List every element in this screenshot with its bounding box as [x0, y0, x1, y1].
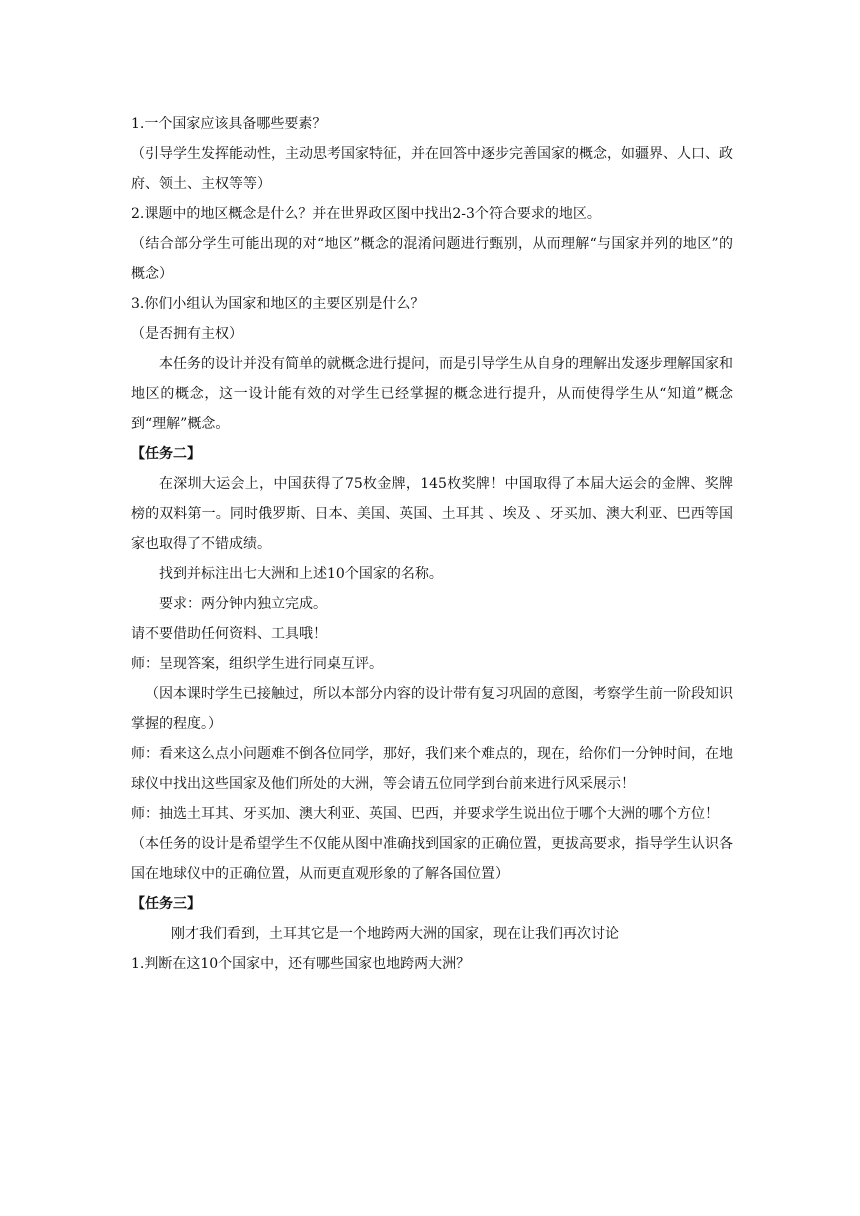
question-3: 3.你们小组认为国家和地区的主要区别是什么？	[131, 296, 425, 312]
note-4: （因本课时学生已接触过，所以本部分内容的设计带有复习巩固的意图，考察学生前一阶段知识掌握的程度。）	[131, 686, 733, 732]
teacher-line-3: 师：抽选土耳其、牙买加、澳大利亚、英国、巴西，并要求学生说出位于哪个大洲的哪个方位！	[131, 806, 719, 822]
teacher-line-1: 师：呈现答案，组织学生进行同桌互评。	[131, 656, 383, 672]
task-2-heading: 【任务二】	[131, 446, 201, 462]
task-2-reminder: 请不要借助任何资料、工具哦！	[131, 626, 327, 642]
question-1: 1.一个国家应该具备哪些要素？	[131, 116, 327, 132]
note-5: （本任务的设计是希望学生不仅能从图中准确找到国家的正确位置，更拔高要求，指导学生认识各国在地球仪中的正确位置，从而更直观形象的了解各国位置）	[131, 836, 733, 882]
note-1: （引导学生发挥能动性，主动思考国家特征，并在回答中逐步完善国家的概念，如疆界、人口、政府、领土、主权等等）	[131, 146, 733, 192]
note-3: （是否拥有主权）	[131, 326, 243, 342]
note-2: （结合部分学生可能出现的对“地区”概念的混淆问题进行甄别，从而理解“与国家并列的地区”的概念）	[131, 236, 733, 282]
task-3-heading: 【任务三】	[131, 896, 201, 912]
design-comment-1: 本任务的设计并没有简单的就概念进行提问，而是引导学生从自身的理解出发逐步理解国家和地区的概念，这一设计能有效的对学生已经掌握的概念进行提升，从而使得学生从“知道”概念到“理解”概念。	[131, 356, 733, 432]
task-2-instruction: 找到并标注出七大洲和上述10个国家的名称。	[159, 566, 443, 582]
task-2-intro: 在深圳大运会上，中国获得了75枚金牌，145枚奖牌！中国取得了本届大运会的金牌、奖牌榜的双料第一。同时俄罗斯、日本、美国、英国、土耳其 、埃及 、牙买加、澳大利亚、巴西等国家也取得了不错成绩。	[131, 476, 733, 552]
teacher-line-2: 师：看来这么点小问题难不倒各位同学，那好，我们来个难点的，现在，给你们一分钟时间，在地球仪中找出这些国家及他们所处的大洲，等会请五位同学到台前来进行风采展示！	[131, 746, 733, 792]
task-2-requirement: 要求：两分钟内独立完成。	[159, 596, 327, 612]
question-2: 2.课题中的地区概念是什么？并在世界政区图中找出2-3个符合要求的地区。	[131, 206, 601, 222]
document-body	[131, 109, 733, 979]
task-3-question-1: 1.判断在这10个国家中，还有哪些国家也地跨两大洲？	[131, 956, 471, 972]
task-3-intro: 刚才我们看到，土耳其它是一个地跨两大洲的国家，现在让我们再次讨论	[171, 926, 619, 942]
